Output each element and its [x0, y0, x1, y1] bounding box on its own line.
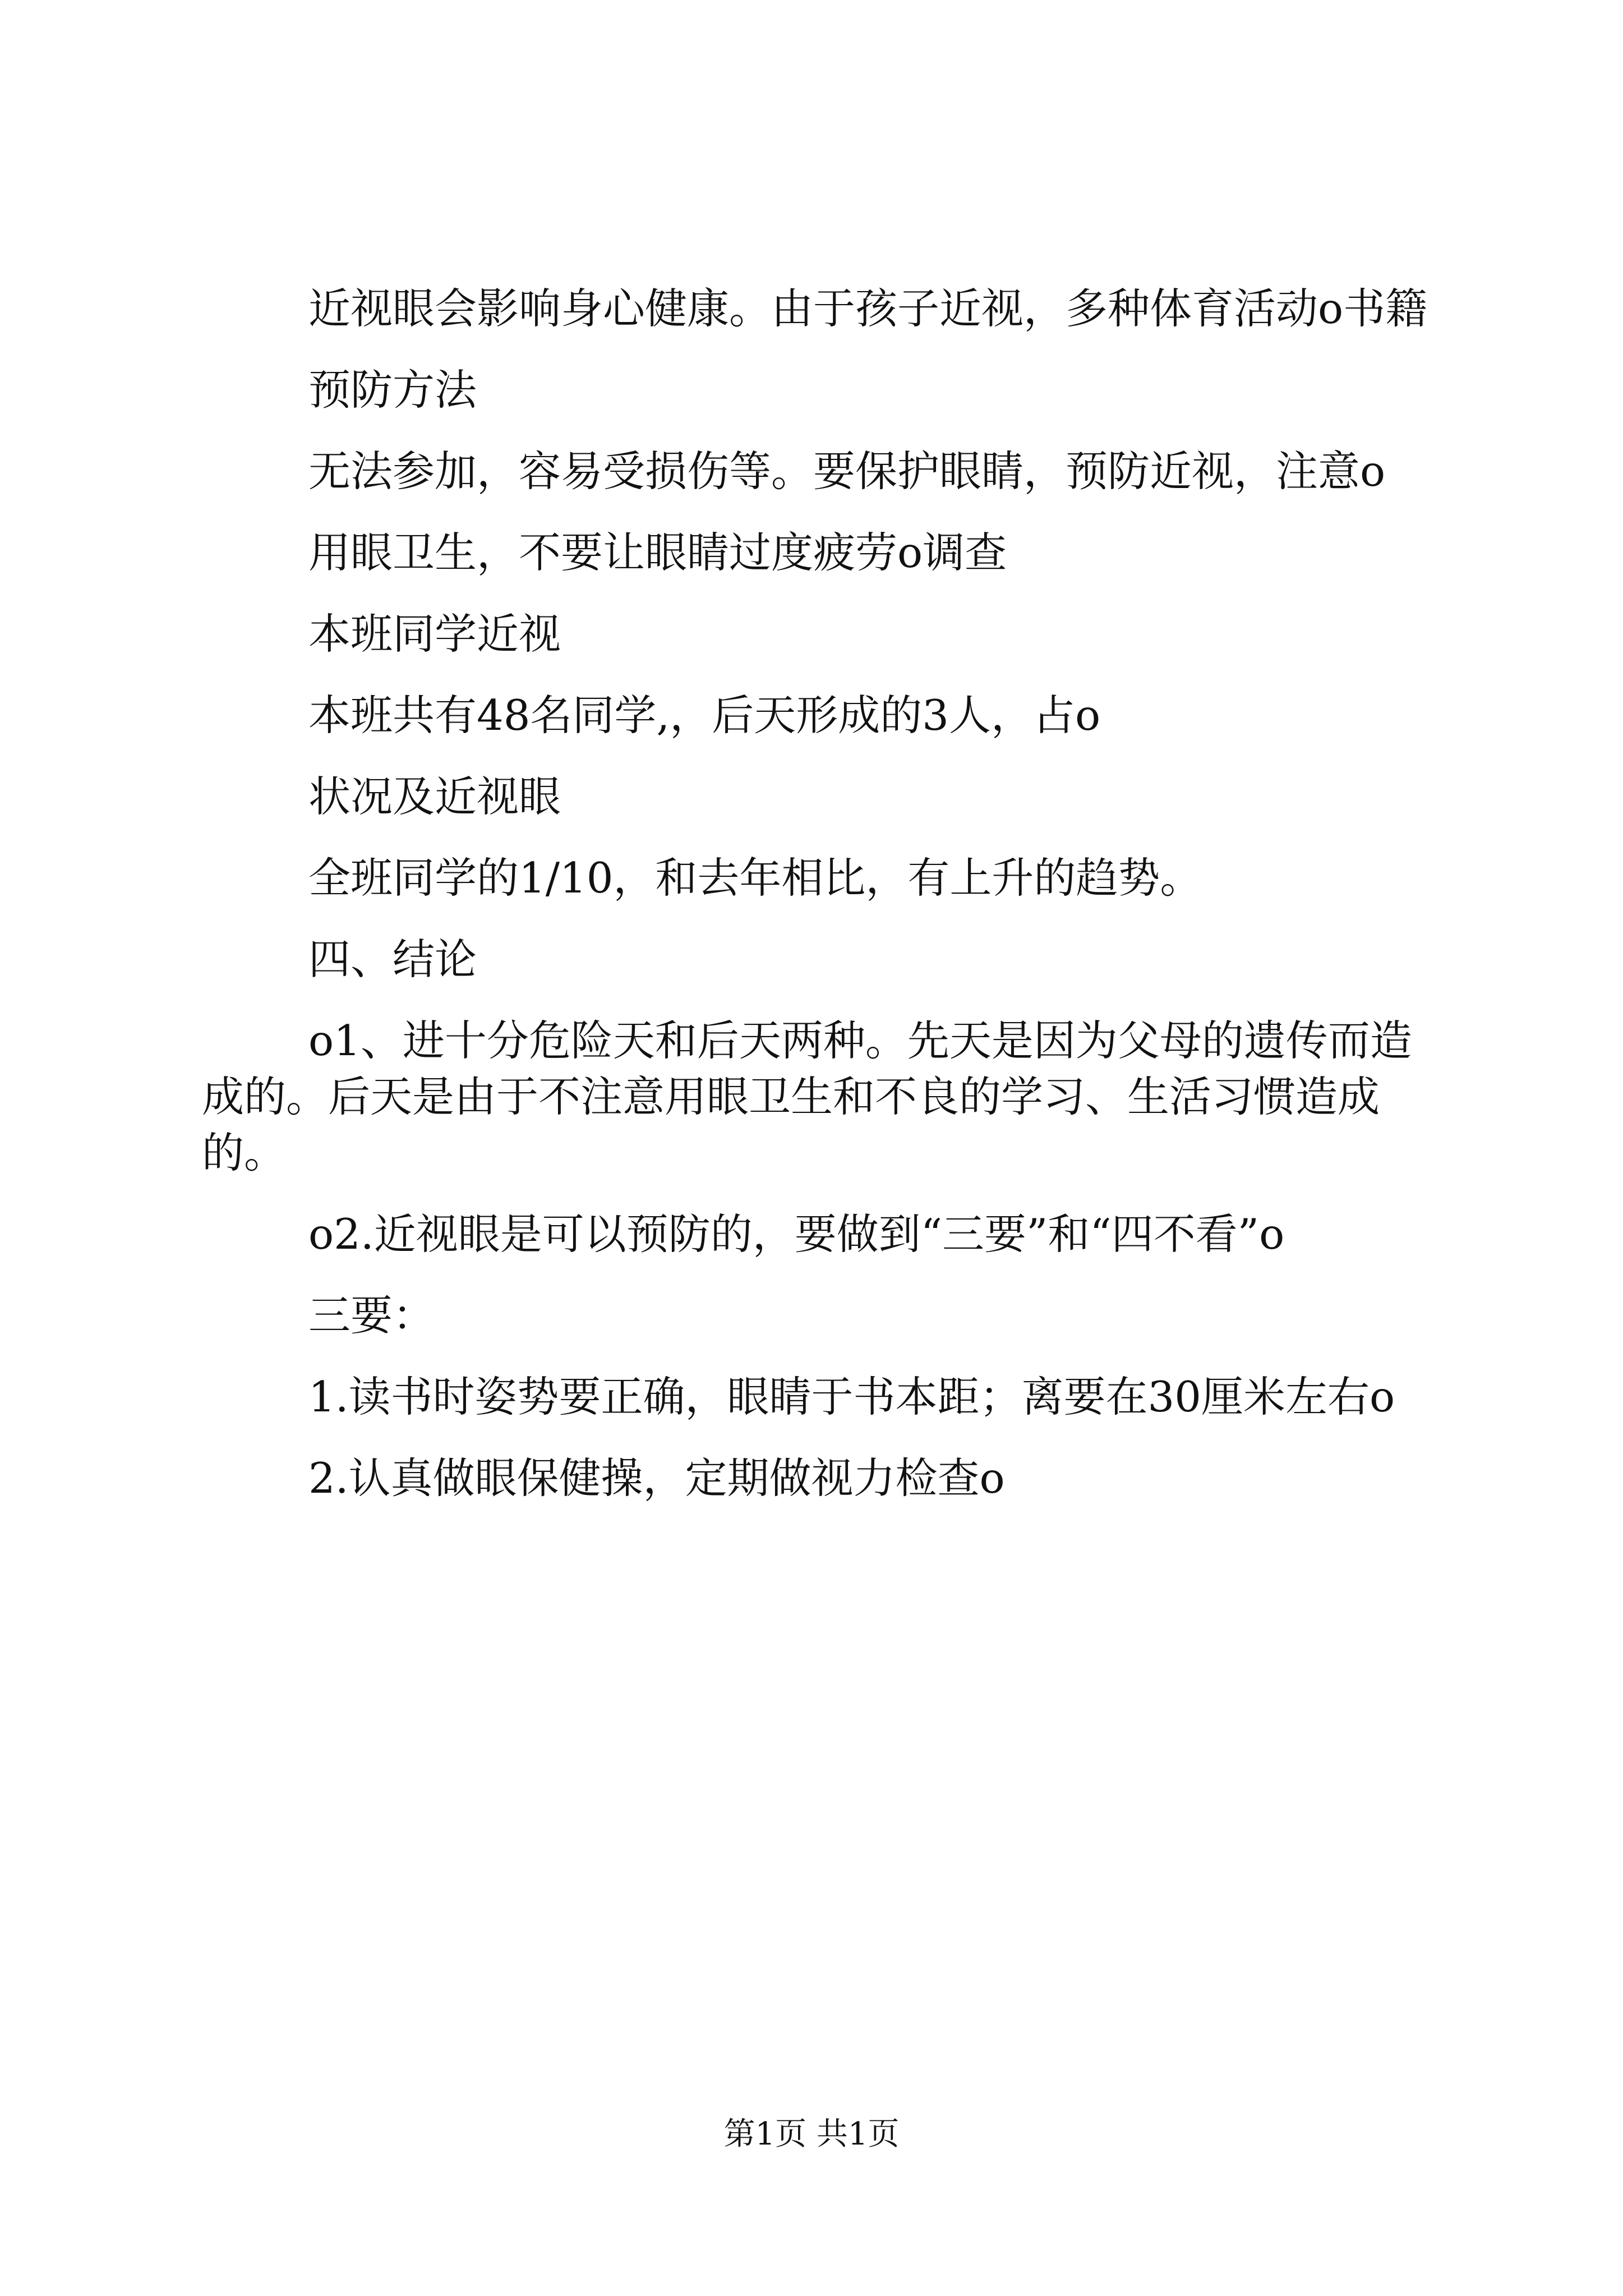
paragraph: o1、进十分危险天和后天两种。先天是因为父母的遗传而造成的。后天是由于不注意用眼卫生和不良的学习、生活习惯造成的。: [202, 1016, 1412, 1177]
section-heading: 四、结论: [308, 935, 477, 984]
list-item: 2.认真做眼保健操，定期做视力检查o: [308, 1453, 1005, 1503]
paragraph: 全班同学的1/10，和去年相比，有上升的趋势。: [308, 853, 1202, 903]
page-footer: 第1页 共1页: [723, 2116, 900, 2152]
paragraph: 本班同学近视: [308, 609, 561, 659]
paragraph: 预防方法: [308, 365, 477, 415]
paragraph: 本班共有48名同学,，后天形成的3人，占o: [308, 691, 1101, 740]
paragraph: 用眼卫生，不要让眼睛过度疲劳o调查: [308, 528, 1007, 577]
document-body: [202, 280, 1436, 1531]
paragraph: 近视眼会影响身心健康。由于孩子近视，多种体育活动o书籍: [308, 284, 1428, 333]
paragraph: o2.近视眼是可以预防的，要做到“三要”和“四不看”o: [308, 1209, 1285, 1259]
list-item: 1.读书时姿势要正确，眼睛于书本距；离要在30厘米左右o: [308, 1372, 1395, 1421]
paragraph: 无法参加，容易受损伤等。要保护眼睛，预防近视，注意o: [308, 447, 1386, 496]
paragraph: 状况及近视眼: [308, 772, 561, 821]
paragraph: 三要：: [308, 1291, 435, 1340]
